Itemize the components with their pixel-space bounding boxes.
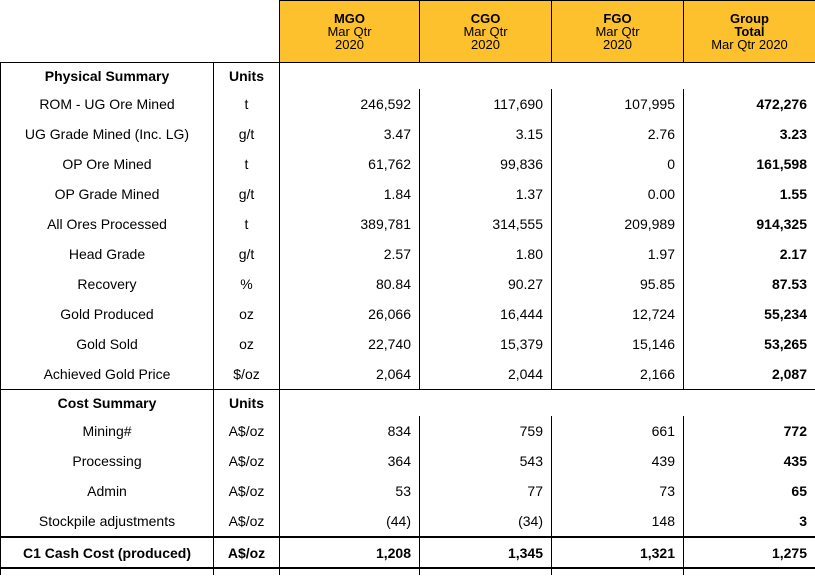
row-label: Gold Produced xyxy=(1,299,214,329)
row-fgo-value: 148 xyxy=(552,506,684,537)
cost-units-header: Units xyxy=(214,390,280,417)
row-group-total: 55,234 xyxy=(684,299,815,329)
row-group-total: 53,265 xyxy=(684,329,815,359)
row-label: Mining# xyxy=(1,416,214,446)
header-fgo-name: FGO xyxy=(603,11,632,26)
row-mgo-value: 364 xyxy=(280,446,420,476)
row-label: Admin xyxy=(1,476,214,506)
row-group-total: 1.55 xyxy=(684,179,815,209)
physical-summary-header xyxy=(1,63,815,90)
row-cgo-value: (34) xyxy=(420,506,552,537)
row-label: Gold Sold xyxy=(1,329,214,359)
row-cgo-value: 3.15 xyxy=(420,119,552,149)
row-group-total: 3.23 xyxy=(684,119,815,149)
row-mgo-value: 2,064 xyxy=(280,359,420,390)
header-fgo-period2: 2020 xyxy=(603,37,632,52)
c1-label: C1 Cash Cost (produced) xyxy=(1,537,214,568)
row-group-total: 435 xyxy=(684,446,815,476)
row-unit: % xyxy=(214,269,280,299)
row-fgo-value: 661 xyxy=(552,416,684,446)
header-fgo xyxy=(552,1,684,63)
row-mgo-value: 61,762 xyxy=(280,149,420,179)
row-group-total: 2,087 xyxy=(684,359,815,390)
header-mgo-period1: Mar Qtr xyxy=(327,24,372,39)
c1-group: 1,275 xyxy=(684,537,815,568)
row-group-total: 3 xyxy=(684,506,815,537)
table-row xyxy=(1,179,815,209)
header-blank xyxy=(1,1,214,63)
header-cgo-period2: 2020 xyxy=(471,37,500,52)
physical-summary-title: Physical Summary xyxy=(1,63,214,90)
row-cgo-value: 1.37 xyxy=(420,179,552,209)
table-row xyxy=(1,149,815,179)
row-unit: g/t xyxy=(214,119,280,149)
row-mgo-value: 26,066 xyxy=(280,299,420,329)
row-unit: t xyxy=(214,209,280,239)
table-row xyxy=(1,476,815,506)
row-fgo-value: 107,995 xyxy=(552,89,684,119)
row-cgo-value: 2,044 xyxy=(420,359,552,390)
row-group-total: 65 xyxy=(684,476,815,506)
row-fgo-value: 15,146 xyxy=(552,329,684,359)
row-label: Processing xyxy=(1,446,214,476)
cost-summary-header xyxy=(1,390,815,417)
table-row xyxy=(1,329,815,359)
row-fgo-value: 209,989 xyxy=(552,209,684,239)
c1-unit: A$/oz xyxy=(214,537,280,568)
row-cgo-value: 543 xyxy=(420,446,552,476)
table-row xyxy=(1,209,815,239)
row-cgo-value: 90.27 xyxy=(420,269,552,299)
row-unit: $/oz xyxy=(214,359,280,390)
row-cgo-value: 1.80 xyxy=(420,239,552,269)
row-unit: A$/oz xyxy=(214,446,280,476)
table-row xyxy=(1,359,815,390)
cost-summary-body xyxy=(1,416,815,537)
table-row xyxy=(1,89,815,119)
row-label: OP Grade Mined xyxy=(1,179,214,209)
row-fgo-value: 73 xyxy=(552,476,684,506)
table-row xyxy=(1,506,815,537)
header-fgo-period1: Mar Qtr xyxy=(595,24,640,39)
row-unit: oz xyxy=(214,329,280,359)
header-group-period: Mar Qtr 2020 xyxy=(711,37,788,52)
row-group-total: 914,325 xyxy=(684,209,815,239)
header-cgo-period1: Mar Qtr xyxy=(463,24,508,39)
row-unit: A$/oz xyxy=(214,476,280,506)
table-row xyxy=(1,239,815,269)
physical-summary-body xyxy=(1,89,815,390)
row-fgo-value: 2,166 xyxy=(552,359,684,390)
table-row xyxy=(1,299,815,329)
header-mgo-name: MGO xyxy=(333,11,366,26)
header-row xyxy=(1,1,815,63)
row-label: UG Grade Mined (Inc. LG) xyxy=(1,119,214,149)
row-mgo-value: 246,592 xyxy=(280,89,420,119)
row-unit: A$/oz xyxy=(214,506,280,537)
row-cgo-value: 77 xyxy=(420,476,552,506)
row-mgo-value: 53 xyxy=(280,476,420,506)
row-group-total: 772 xyxy=(684,416,815,446)
table-row xyxy=(1,119,815,149)
row-mgo-value: 2.57 xyxy=(280,239,420,269)
cost-summary-title: Cost Summary xyxy=(1,390,214,417)
row-unit: g/t xyxy=(214,239,280,269)
row-label: OP Ore Mined xyxy=(1,149,214,179)
row-cgo-value: 759 xyxy=(420,416,552,446)
row-label: ROM - UG Ore Mined xyxy=(1,89,214,119)
row-label: All Ores Processed xyxy=(1,209,214,239)
row-unit: oz xyxy=(214,299,280,329)
table-row xyxy=(1,269,815,299)
row-mgo-value: 834 xyxy=(280,416,420,446)
row-cgo-value: 314,555 xyxy=(420,209,552,239)
row-label: Recovery xyxy=(1,269,214,299)
row-mgo-value: 1.84 xyxy=(280,179,420,209)
row-cgo-value: 117,690 xyxy=(420,89,552,119)
header-group-name1: Group xyxy=(730,11,769,26)
row-unit: g/t xyxy=(214,179,280,209)
header-mgo xyxy=(280,1,420,63)
row-group-total: 87.53 xyxy=(684,269,815,299)
row-fgo-value: 95.85 xyxy=(552,269,684,299)
header-blank-units xyxy=(214,1,280,63)
c1-cash-cost-row xyxy=(1,537,815,568)
row-label: Head Grade xyxy=(1,239,214,269)
c1-mgo: 1,208 xyxy=(280,537,420,568)
row-unit: A$/oz xyxy=(214,416,280,446)
row-unit: t xyxy=(214,89,280,119)
row-label: Stockpile adjustments xyxy=(1,506,214,537)
row-mgo-value: 80.84 xyxy=(280,269,420,299)
row-fgo-value: 0 xyxy=(552,149,684,179)
header-cgo-name: CGO xyxy=(470,11,501,26)
row-fgo-value: 439 xyxy=(552,446,684,476)
row-cgo-value: 16,444 xyxy=(420,299,552,329)
header-group xyxy=(684,1,815,63)
physical-units-header: Units xyxy=(214,63,280,90)
row-group-total: 2.17 xyxy=(684,239,815,269)
header-group-name2: Total xyxy=(734,24,765,39)
row-label: Achieved Gold Price xyxy=(1,359,214,390)
c1-cgo: 1,345 xyxy=(420,537,552,568)
row-mgo-value: 389,781 xyxy=(280,209,420,239)
c1-fgo: 1,321 xyxy=(552,537,684,568)
table-row xyxy=(1,446,815,476)
row-fgo-value: 0.00 xyxy=(552,179,684,209)
header-mgo-period2: 2020 xyxy=(335,37,364,52)
row-mgo-value: (44) xyxy=(280,506,420,537)
row-fgo-value: 1.97 xyxy=(552,239,684,269)
row-group-total: 472,276 xyxy=(684,89,815,119)
row-fgo-value: 2.76 xyxy=(552,119,684,149)
row-mgo-value: 22,740 xyxy=(280,329,420,359)
row-unit: t xyxy=(214,149,280,179)
row-fgo-value: 12,724 xyxy=(552,299,684,329)
table-row xyxy=(1,416,815,446)
row-group-total: 161,598 xyxy=(684,149,815,179)
row-mgo-value: 3.47 xyxy=(280,119,420,149)
header-cgo xyxy=(420,1,552,63)
row-cgo-value: 15,379 xyxy=(420,329,552,359)
row-cgo-value: 99,836 xyxy=(420,149,552,179)
table-tail xyxy=(1,568,815,575)
